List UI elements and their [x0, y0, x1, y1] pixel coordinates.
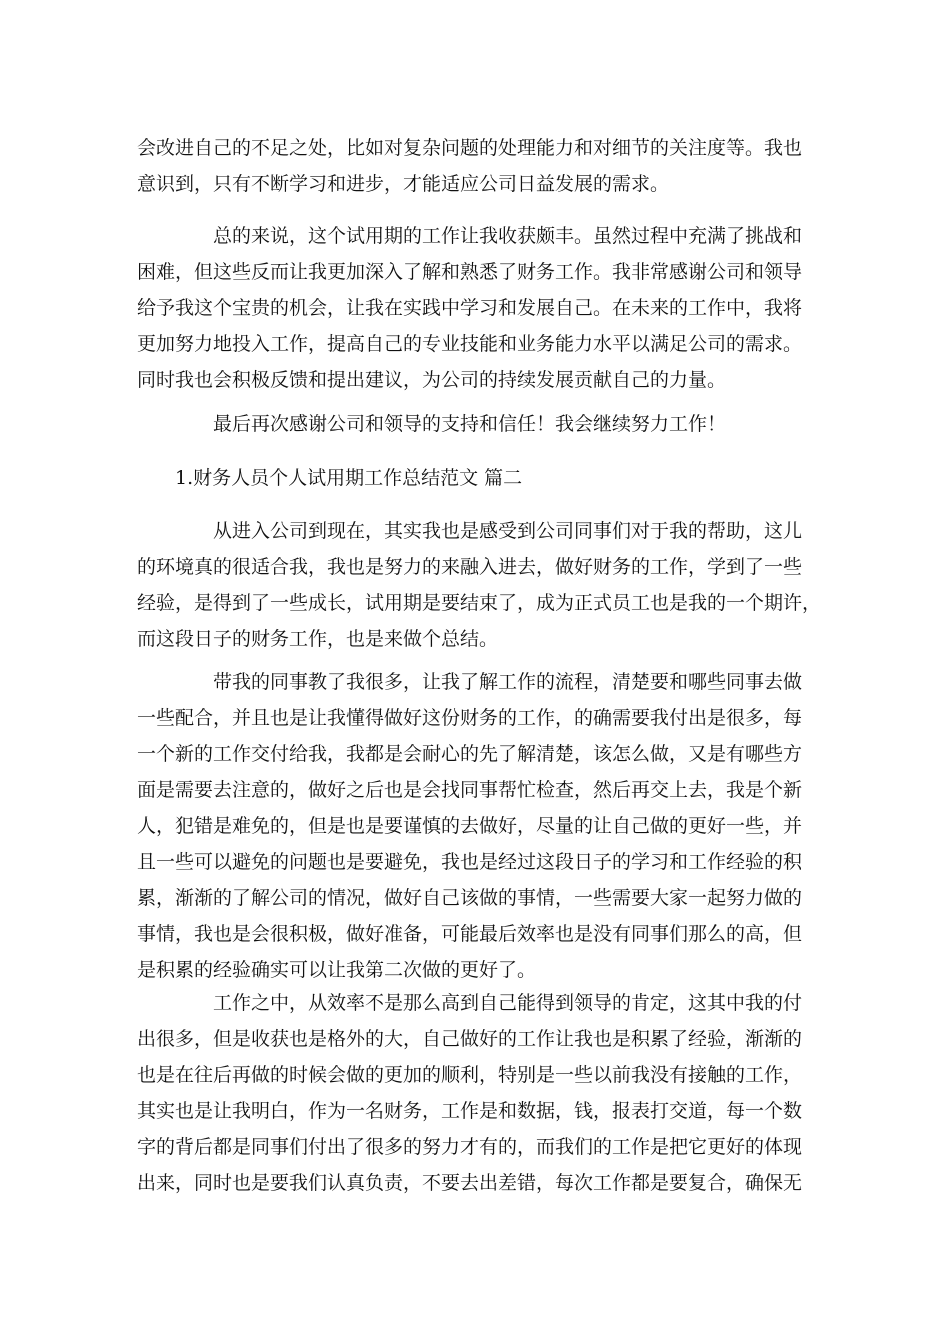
text-line: 从进入公司到现在，其实我也是感受到公司同事们对于我的帮助，这儿	[213, 520, 803, 542]
text-line: 总的来说，这个试用期的工作让我收获颇丰。虽然过程中充满了挑战和	[213, 225, 803, 247]
text-line: 面是需要去注意的，做好之后也是会找同事帮忙检查，然后再交上去，我是个新	[137, 779, 803, 801]
text-line: 且一些可以避免的问题也是要避免，我也是经过这段日子的学习和工作经验的积	[137, 851, 803, 873]
paragraph-5	[137, 664, 807, 988]
text-line: 也是在往后再做的时候会做的更加的顺利，特别是一些以前我没有接触的工作，	[137, 1064, 803, 1086]
text-line: 同时我也会积极反馈和提出建议，为公司的持续发展贡献自己的力量。	[137, 369, 727, 391]
text-line: 其实也是让我明白，作为一名财务，工作是和数据，钱，报表打交道，每一个数	[137, 1100, 803, 1122]
text-line: 会改进自己的不足之处，比如对复杂问题的处理能力和对细节的关注度等。我也	[137, 137, 803, 159]
text-line: 更加努力地投入工作，提高自己的专业技能和业务能力水平以满足公司的需求。	[137, 333, 803, 355]
text-line: 累，渐渐的了解公司的情况，做好自己该做的事情，一些需要大家一起努力做的	[137, 887, 803, 909]
text-line: 给予我这个宝贵的机会，让我在实践中学习和发展自己。在未来的工作中，我将	[137, 297, 803, 319]
paragraph-3	[137, 406, 807, 442]
paragraph-2	[137, 218, 807, 398]
paragraph-6	[137, 985, 807, 1201]
text-line: 一些配合，并且也是让我懂得做好这份财务的工作，的确需要我付出是很多，每	[137, 707, 803, 729]
text-line: 出来，同时也是要我们认真负责，不要去出差错，每次工作都是要复合，确保无	[137, 1172, 803, 1194]
text-line: 事情，我也是会很积极，做好准备，可能最后效率也是没有同事们那么的高，但	[137, 923, 803, 945]
text-line: 意识到，只有不断学习和进步，才能适应公司日益发展的需求。	[137, 173, 670, 195]
section-heading	[137, 460, 807, 496]
paragraph-1	[137, 130, 807, 202]
text-line: 出很多，但是收获也是格外的大，自己做好的工作让我也是积累了经验，渐渐的	[137, 1028, 803, 1050]
text-line: 困难，但这些反而让我更加深入了解和熟悉了财务工作。我非常感谢公司和领导	[137, 261, 803, 283]
text-line: 带我的同事教了我很多，让我了解工作的流程，清楚要和哪些同事去做	[213, 671, 803, 693]
text-line: 是积累的经验确实可以让我第二次做的更好了。	[137, 959, 537, 981]
text-line: 的环境真的很适合我，我也是努力的来融入进去，做好财务的工作，学到了一些	[137, 556, 803, 578]
text-line: 经验，是得到了一些成长，试用期是要结束了，成为正式员工也是我的一个期许，	[137, 592, 822, 614]
text-line: 字的背后都是同事们付出了很多的努力才有的，而我们的工作是把它更好的体现	[137, 1136, 803, 1158]
text-line: 工作之中，从效率不是那么高到自己能得到领导的肯定，这其中我的付	[213, 992, 803, 1014]
paragraph-4	[137, 513, 822, 657]
text-line: 最后再次感谢公司和领导的支持和信任！我会继续努力工作！	[213, 413, 727, 435]
heading-text: 1.财务人员个人试用期工作总结范文 篇二	[175, 467, 523, 489]
text-line: 人，犯错是难免的，但是也是要谨慎的去做好，尽量的让自己做的更好一些，并	[137, 815, 803, 837]
text-line: 而这段日子的财务工作，也是来做个总结。	[137, 628, 499, 650]
text-line: 一个新的工作交付给我，我都是会耐心的先了解清楚，该怎么做，又是有哪些方	[137, 743, 803, 765]
